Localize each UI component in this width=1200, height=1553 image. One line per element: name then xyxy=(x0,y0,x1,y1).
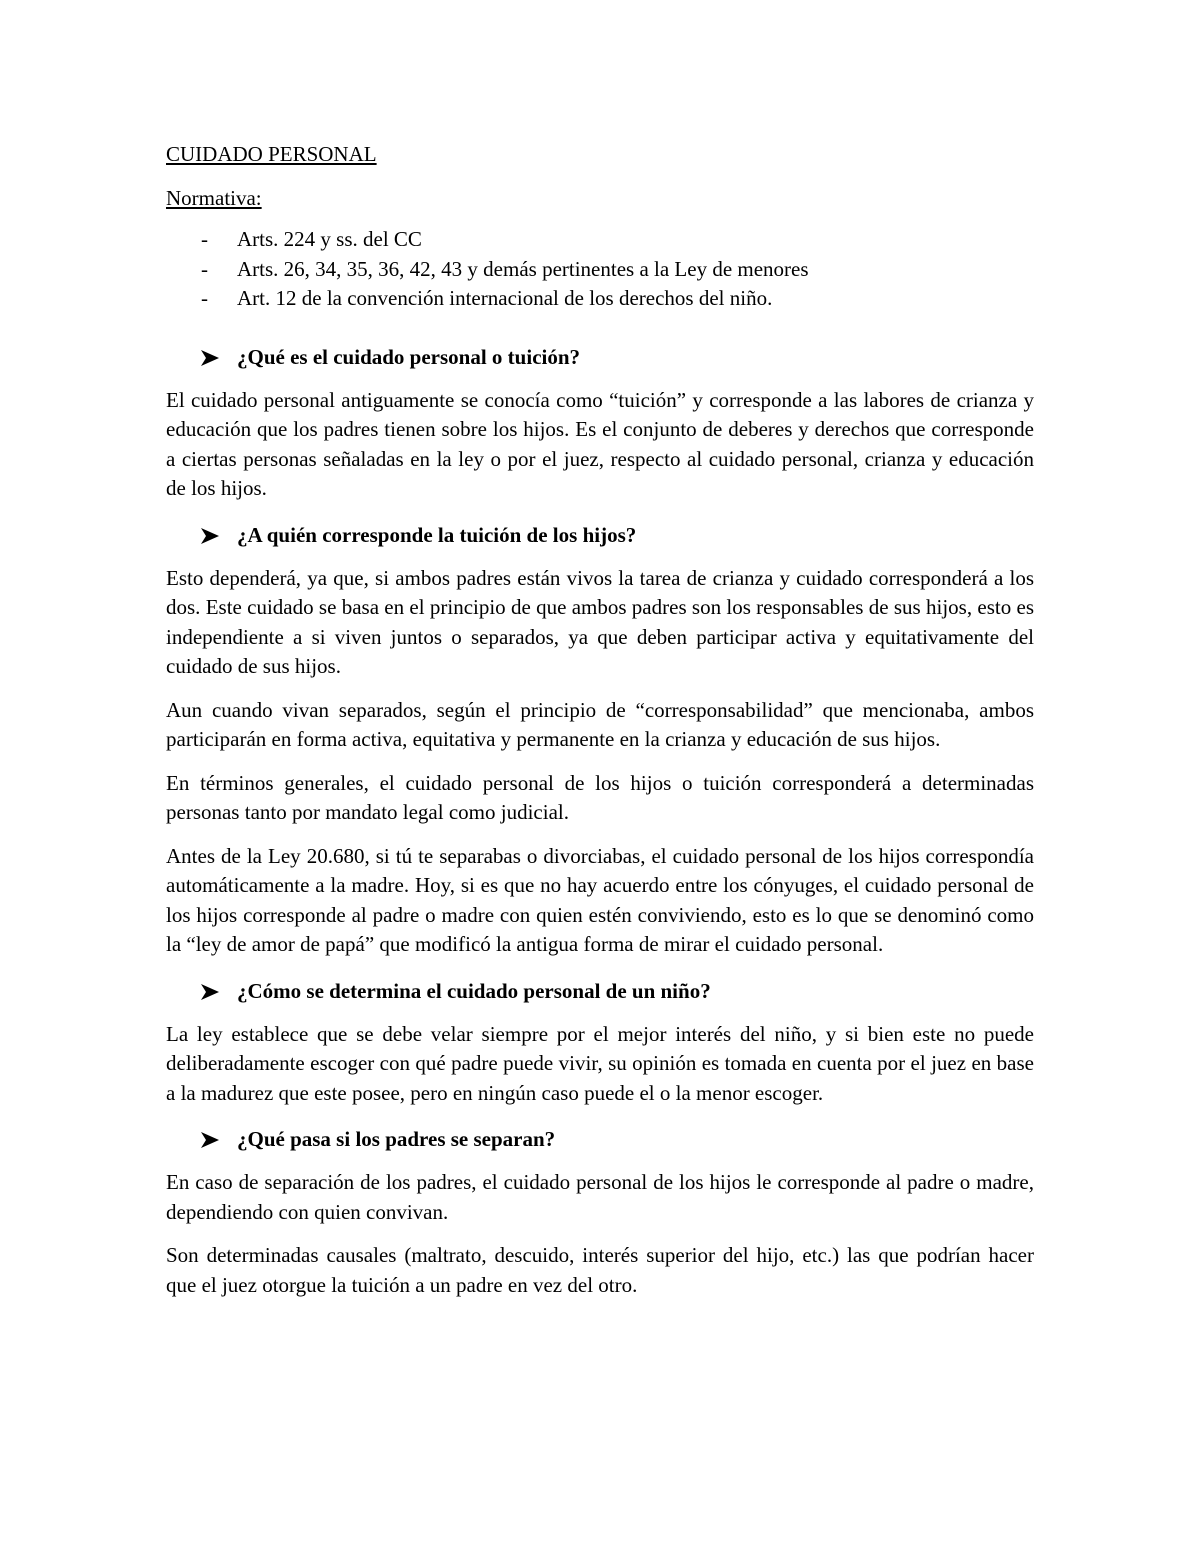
dash-bullet: - xyxy=(201,256,208,281)
section-heading xyxy=(166,976,1034,1006)
section-heading-text: ¿Qué es el cuidado personal o tuición? xyxy=(237,344,581,369)
list-item-text: Art. 12 de la convención internacional de los derechos del niño. xyxy=(237,286,773,310)
arrowhead-bullet-icon xyxy=(200,349,220,367)
paragraph: Esto dependerá, ya que, si ambos padres están vivos la tarea de crianza y cuidado corresponderá a los dos. Este cuidado se basa en el principio de que ambos padres son los responsables de sus hijos, esto es independiente a si viven juntos o separados, ya que deben participar activa y equitativamente del cuidado de sus hijos. xyxy=(166,565,1034,678)
dash-bullet: - xyxy=(201,286,208,310)
section-heading xyxy=(166,342,1034,372)
paragraph: Son determinadas causales (maltrato, descuido, interés superior del hijo, etc.) las que podrían hacer que el juez otorgue la tuición a un padre en vez del otro. xyxy=(166,1243,1034,1297)
paragraph: La ley establece que se debe velar siempre por el mejor interés del niño, y si bien este no puede deliberadamente escoger con qué padre puede vivir, su opinión es tomada en cuenta por el juez en base a la madurez que este posee, pero en ningún caso puede el o la menor escoger. xyxy=(166,1021,1034,1105)
section-heading-text: ¿Qué pasa si los padres se separan? xyxy=(237,1127,556,1151)
normativa-list xyxy=(166,225,1034,314)
list-item-text: Arts. 26, 34, 35, 36, 42, 43 y demás pertinentes a la Ley de menores xyxy=(237,256,809,281)
list-item xyxy=(166,284,1034,314)
arrowhead-bullet-icon xyxy=(200,983,220,1001)
paragraph: En términos generales, el cuidado personal de los hijos o tuición corresponderá a determinadas personas tanto por mandato legal como judicial. xyxy=(166,770,1034,824)
list-item xyxy=(166,255,1034,285)
normativa-label: Normativa: xyxy=(166,186,262,210)
paragraph: En caso de separación de los padres, el cuidado personal de los hijos le corresponde al padre o madre, dependiendo con quien convivan. xyxy=(166,1170,1034,1224)
document-body xyxy=(166,139,1034,1300)
section-heading-text: ¿A quién corresponde la tuición de los hijos? xyxy=(237,522,637,547)
section-heading xyxy=(166,520,1034,550)
arrowhead-bullet-icon xyxy=(200,1131,220,1149)
dash-bullet: - xyxy=(201,227,208,251)
paragraph: Aun cuando vivan separados, según el principio de “corresponsabilidad” que mencionaba, ambos participarán en forma activa, equitativa y permanente en la crianza y educación de sus hijos. xyxy=(166,697,1034,751)
paragraph: El cuidado personal antiguamente se conocía como “tuición” y corresponde a las labores de crianza y educación que los padres tienen sobre los hijos. Es el conjunto de deberes y derechos que corresponde a ciertas personas señaladas en la ley o por el juez, respecto al cuidado personal, crianza y educación de los hijos. xyxy=(166,387,1034,500)
list-item-text: Arts. 224 y ss. del CC xyxy=(237,227,422,251)
section-heading-text: ¿Cómo se determina el cuidado personal de un niño? xyxy=(237,978,711,1003)
paragraph: Antes de la Ley 20.680, si tú te separabas o divorciabas, el cuidado personal de los hijos correspondía automáticamente a la madre. Hoy, si es que no hay acuerdo entre los cónyuges, el cuidado personal de los hijos corresponde al padre o madre con quien estén conviviendo, esto es lo que se denominó como la “ley de amor de papá” que modificó la antigua forma de mirar el cuidado personal. xyxy=(166,843,1034,956)
list-item xyxy=(166,225,1034,255)
document-title: CUIDADO PERSONAL xyxy=(166,142,377,166)
arrowhead-bullet-icon xyxy=(200,527,220,545)
section-heading xyxy=(166,1124,1034,1154)
